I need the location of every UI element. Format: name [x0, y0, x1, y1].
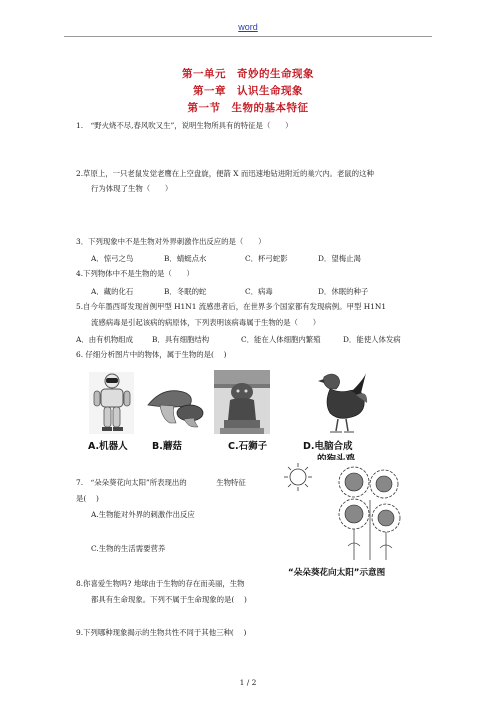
sunflower-caption: “朵朵葵花向太阳”示意图: [288, 568, 386, 578]
option-a: A．惊弓之鸟: [91, 254, 134, 263]
question-7-line-2: 是( ): [76, 494, 99, 503]
chapter-title: 第一章 认识生命现象: [193, 85, 303, 97]
question-1: 1. “野火烧不尽,春风吹又生”，说明生物所具有的特征是（ ）: [76, 121, 293, 130]
sun-icon: [284, 463, 312, 491]
caption-robot: A.机器人: [88, 441, 128, 452]
question-6: 6. 仔细分析图片中的物体，属于生物的是( ): [76, 350, 227, 359]
option-d: D．休眠的种子: [318, 287, 369, 296]
question-5-line-1: 5.自今年墨西哥发现首例甲型 H1N1 流感患者后，在世界多个国家都有发现病例。甲型 H1N1: [76, 302, 387, 311]
sunflower-icon: [372, 504, 400, 532]
question-2-line-1: 2.草原上，一只老鼠发觉老鹰在上空盘旋，便箭 X 而迅速地钻进附近的巢穴内。老鼠的这种: [76, 169, 374, 178]
question-3-options: [0, 253, 496, 264]
question-5-options: [0, 334, 496, 345]
caption-computer-composite: D.电脑合成: [303, 441, 353, 452]
option-c: C．能在人体细胞内繁殖: [241, 335, 321, 344]
question-4: 4.下列物体中不是生物的是（ ）: [76, 269, 194, 278]
mushroom-image: [144, 383, 206, 429]
caption-stone-lion: C.石狮子: [228, 441, 268, 452]
stone-lion-image: [214, 370, 270, 434]
option-b: B．冬眠的蛇: [164, 287, 207, 296]
option-a: A．藏的化石: [91, 287, 134, 296]
option-a: A．由有机物组成: [76, 335, 134, 344]
question-7-option-c: C.生物的生活需要营养: [91, 544, 166, 553]
question-2-line-2: 行为体现了生物（ ）: [91, 184, 173, 193]
question-9: 9.下列哪种现象揭示的生物共性不同于其他三种( ): [76, 628, 247, 637]
dog-head-chicken-image: [304, 369, 368, 435]
question-8-line-1: 8.你喜爱生物吗? 地球由于生物的存在而美丽，生物: [76, 579, 245, 588]
option-b: B．蜻蜓点水: [164, 254, 207, 263]
question-4-options: [0, 286, 496, 297]
sunflower-icon: [370, 470, 398, 498]
page-number: 1 / 2: [239, 678, 257, 687]
header-divider: [64, 36, 432, 37]
option-d: D．能使人体发病: [343, 335, 401, 344]
caption-mushroom: B.蘑菇: [152, 441, 182, 452]
unit-title: 第一单元 奇妙的生命现象: [182, 68, 314, 80]
question-8-line-2: 都具有生命现象。下列不属于生命现象的是( ): [91, 595, 247, 604]
question-5-line-2: 流感病毒是引起该病的病原体，下列表明该病毒属于生物的是（ ）: [91, 318, 321, 327]
option-c: C．病毒: [245, 287, 273, 296]
sunflower-icon: [339, 467, 369, 497]
sunflower-illustration: [284, 460, 426, 564]
option-c: C．杯弓蛇影: [245, 254, 288, 263]
robot-image: [89, 372, 134, 434]
section-title: 第一节 生物的基本特征: [187, 102, 309, 114]
option-b: B．具有细胞结构: [152, 335, 210, 344]
question-3: 3．下列现象中不是生物对外界刺激作出反应的是（ ）: [76, 237, 266, 246]
question-7-option-a: A.生物能对外界的刺激作出反应: [91, 510, 195, 519]
question-7-line-1: 7. “朵朵葵花向太阳”所表现出的 生物特征: [76, 478, 246, 487]
sunflower-icon: [339, 499, 369, 529]
option-d: D．望梅止渴: [318, 254, 361, 263]
document-header-link[interactable]: word: [238, 22, 258, 32]
